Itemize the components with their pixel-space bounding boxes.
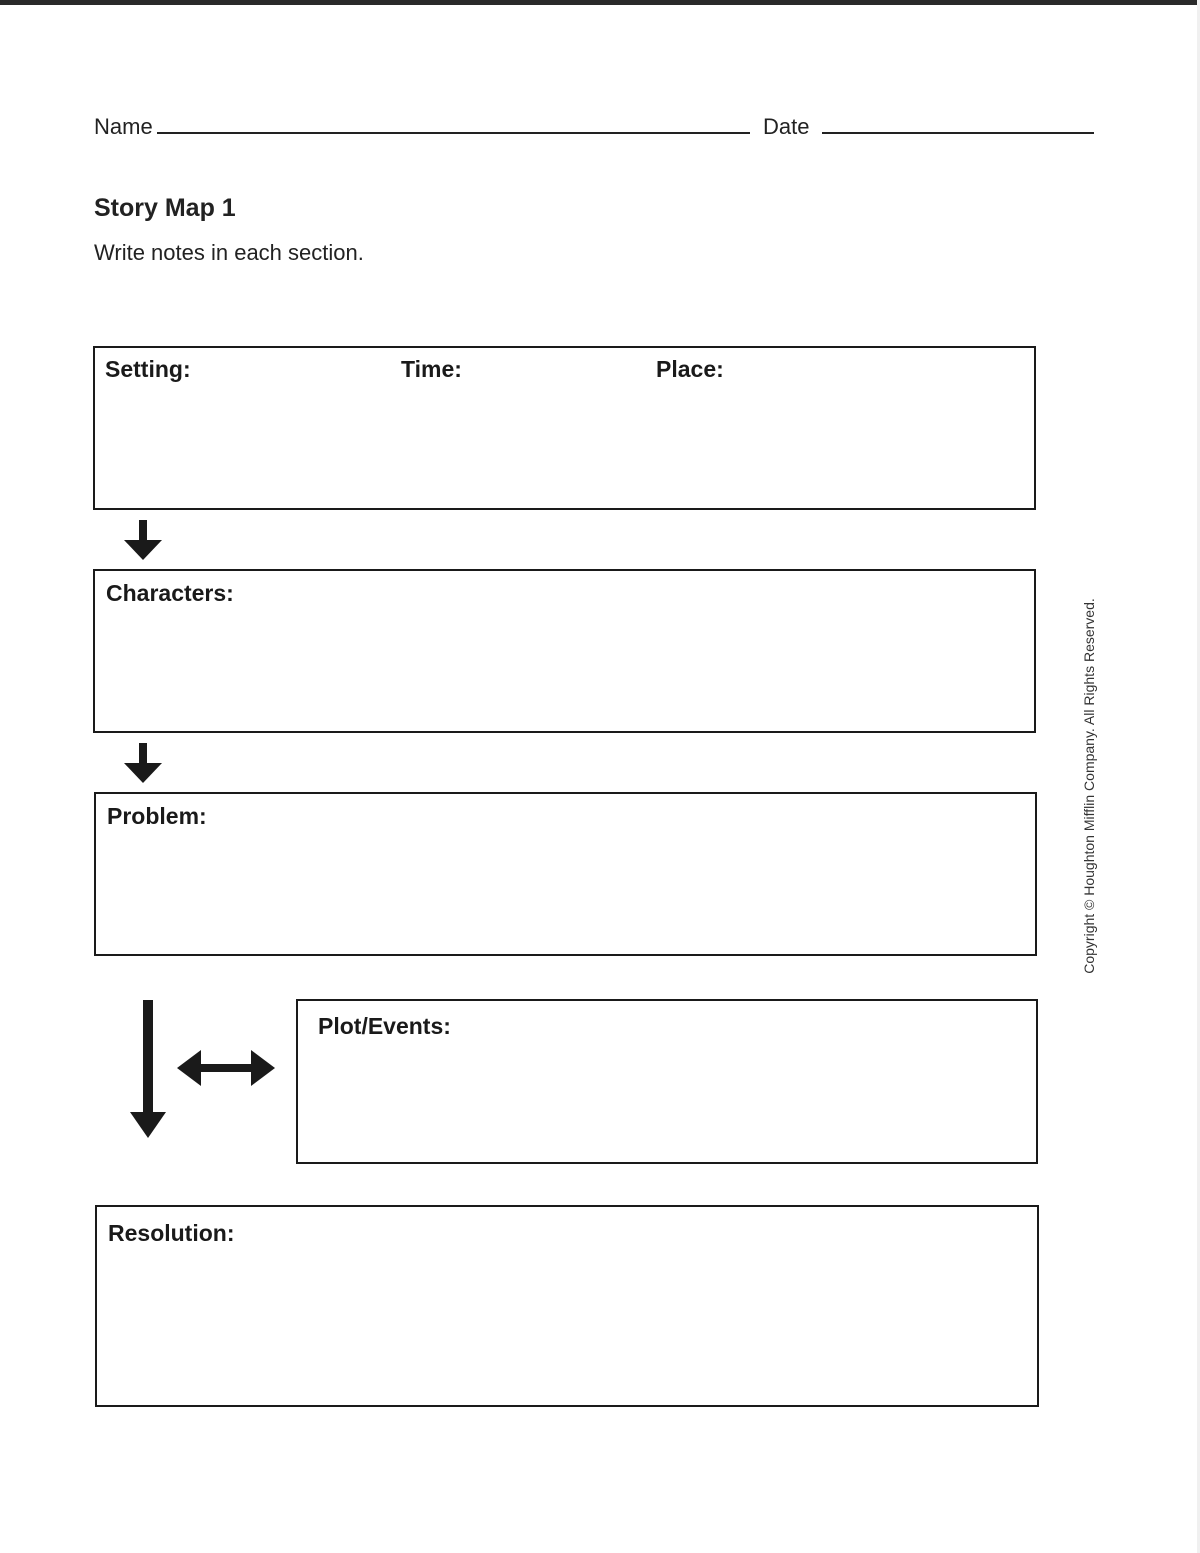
- time-label: Time:: [401, 356, 462, 382]
- problem-label: Problem:: [107, 803, 207, 829]
- plot-events-box[interactable]: [296, 999, 1038, 1164]
- scan-edge: [0, 0, 1200, 5]
- date-line[interactable]: [822, 132, 1094, 134]
- characters-label: Characters:: [106, 580, 234, 606]
- characters-box[interactable]: [93, 569, 1036, 733]
- name-label: Name: [94, 114, 153, 139]
- resolution-label: Resolution:: [108, 1220, 235, 1246]
- instructions: Write notes in each section.: [94, 240, 364, 265]
- arrow-down-icon: [130, 1000, 166, 1138]
- problem-box[interactable]: [94, 792, 1037, 956]
- resolution-box[interactable]: [95, 1205, 1039, 1407]
- double-arrow-icon: [177, 1048, 275, 1088]
- name-line[interactable]: [157, 132, 750, 134]
- arrow-down-icon: [124, 743, 162, 783]
- copyright-notice: Copyright © Houghton Mifflin Company. All Rights Reserved.: [1081, 598, 1097, 974]
- place-label: Place:: [656, 356, 724, 382]
- setting-box[interactable]: [93, 346, 1036, 510]
- setting-label: Setting:: [105, 356, 191, 382]
- page-title: Story Map 1: [94, 194, 236, 222]
- date-label: Date: [763, 114, 810, 139]
- arrow-down-icon: [124, 520, 162, 560]
- plot-events-label: Plot/Events:: [318, 1013, 451, 1039]
